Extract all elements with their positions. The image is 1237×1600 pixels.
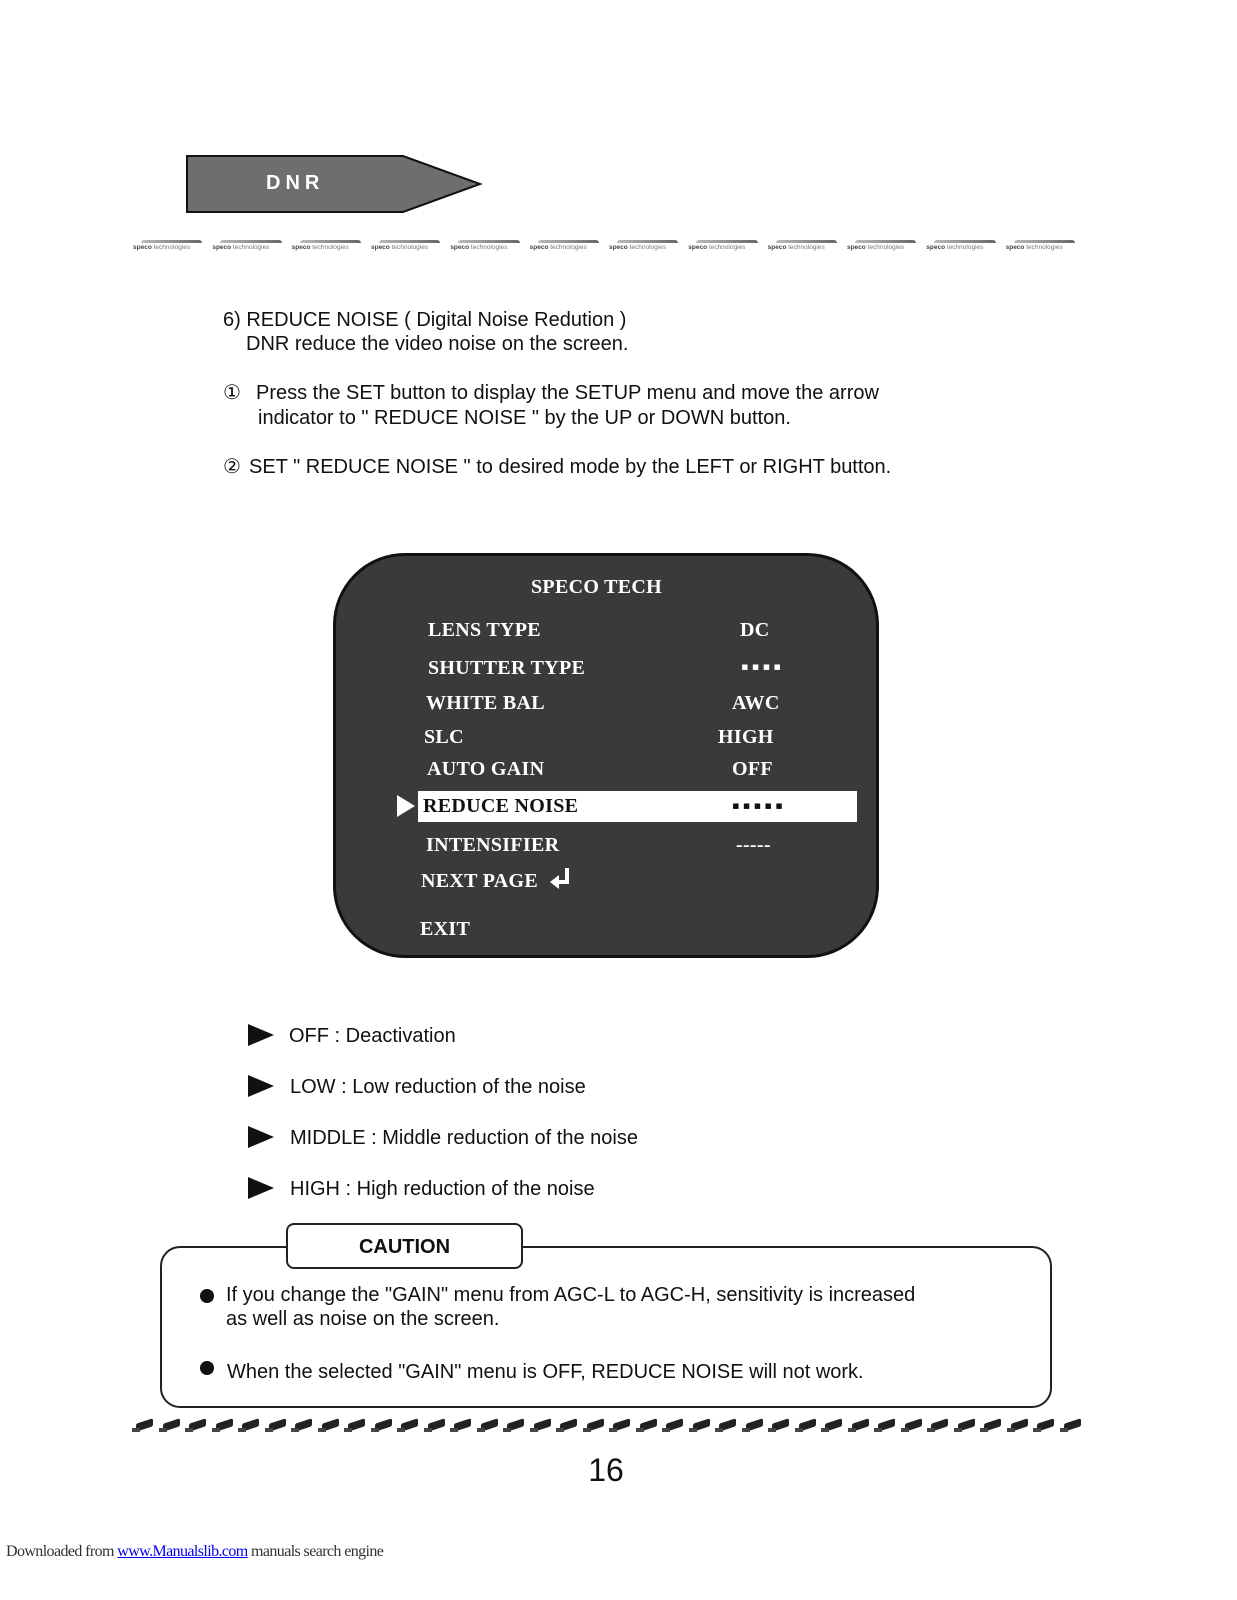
speco-logo-icon: speco technologies [847, 238, 924, 254]
camera-icon [556, 1419, 578, 1433]
camera-icon [583, 1419, 605, 1433]
camera-icon [371, 1419, 393, 1433]
osd-item-slc-label: SLC [424, 726, 464, 748]
camera-icon [530, 1419, 552, 1433]
speco-logo-icon: speco technologies [371, 238, 448, 254]
camera-icon-strip [132, 1419, 1082, 1439]
step-2-text: SET " REDUCE NOISE " to desired mode by the LEFT or RIGHT button. [249, 456, 892, 478]
osd-item-lens-type-label: LENS TYPE [428, 619, 541, 641]
speco-logo-icon: speco technologies [212, 238, 289, 254]
mode-off-text: OFF : Deactivation [289, 1025, 456, 1047]
caution-item-1-line-2: as well as noise on the screen. [226, 1308, 500, 1330]
camera-icon [159, 1419, 181, 1433]
osd-item-next-page-label: NEXT PAGE [421, 870, 538, 892]
osd-selection-arrow-icon [397, 795, 415, 817]
step-1-line-1: Press the SET button to display the SETUP menu and move the arrow [256, 382, 879, 404]
camera-icon [768, 1419, 790, 1433]
mode-low-text: LOW : Low reduction of the noise [290, 1076, 586, 1098]
speco-logo-icon: speco technologies [926, 238, 1003, 254]
osd-item-reduce-noise-label: REDUCE NOISE [423, 795, 579, 817]
page-number: 16 [588, 1452, 624, 1488]
mode-middle-text: MIDDLE : Middle reduction of the noise [290, 1127, 638, 1149]
camera-icon [318, 1419, 340, 1433]
enter-arrow-icon [548, 866, 574, 892]
camera-icon [397, 1419, 419, 1433]
camera-icon [424, 1419, 446, 1433]
camera-icon [609, 1419, 631, 1433]
osd-item-auto-gain-label: AUTO GAIN [427, 758, 545, 780]
speco-logo-strip [133, 238, 1083, 254]
speco-logo-icon: speco technologies [688, 238, 765, 254]
osd-item-lens-type-value: DC [740, 619, 770, 641]
manualslib-link[interactable]: www.Manualslib.com [117, 1543, 248, 1560]
osd-item-white-bal-value: AWC [732, 692, 780, 714]
caution-bullet-1-icon [200, 1289, 214, 1303]
mode-high-arrow-icon [248, 1177, 274, 1199]
caution-title: CAUTION [286, 1223, 523, 1269]
camera-icon [927, 1419, 949, 1433]
osd-item-intensifier-value: ----- [736, 834, 771, 856]
camera-icon [901, 1419, 923, 1433]
download-prefix: Downloaded from [6, 1543, 118, 1560]
camera-icon [238, 1419, 260, 1433]
speco-logo-icon: speco technologies [609, 238, 686, 254]
camera-icon [742, 1419, 764, 1433]
speco-logo-icon: speco technologies [768, 238, 845, 254]
osd-item-slc-value: HIGH [718, 726, 774, 748]
caution-item-1-line-1: If you change the "GAIN" menu from AGC-L to AGC-H, sensitivity is increased [226, 1284, 916, 1306]
step-1-line-2: indicator to " REDUCE NOISE " by the UP or DOWN button. [258, 407, 791, 429]
section-heading: 6) REDUCE NOISE ( Digital Noise Redution ) [223, 309, 627, 331]
section-description: DNR reduce the video noise on the screen. [246, 333, 629, 355]
speco-logo-icon: speco technologies [133, 238, 210, 254]
camera-icon [848, 1419, 870, 1433]
mode-low-arrow-icon [248, 1075, 274, 1097]
camera-icon [662, 1419, 684, 1433]
speco-logo-icon: speco technologies [530, 238, 607, 254]
osd-item-shutter-type-value: ▪▪▪▪ [741, 654, 785, 679]
step-2-marker: ② [223, 456, 241, 478]
camera-icon [1007, 1419, 1029, 1433]
section-banner-label: DNR [266, 172, 325, 194]
speco-logo-icon: speco technologies [1006, 238, 1083, 254]
caution-item-2-text: When the selected "GAIN" menu is OFF, REDUCE NOISE will not work. [227, 1361, 864, 1383]
camera-icon [477, 1419, 499, 1433]
camera-icon [185, 1419, 207, 1433]
camera-icon [265, 1419, 287, 1433]
mode-high-text: HIGH : High reduction of the noise [290, 1178, 595, 1200]
camera-icon [1033, 1419, 1055, 1433]
camera-icon [821, 1419, 843, 1433]
osd-menu-screen [333, 553, 879, 958]
speco-logo-icon: speco technologies [450, 238, 527, 254]
camera-icon [503, 1419, 525, 1433]
camera-icon [980, 1419, 1002, 1433]
download-suffix: manuals search engine [247, 1543, 384, 1560]
camera-icon [636, 1419, 658, 1433]
osd-item-auto-gain-value: OFF [732, 758, 773, 780]
osd-item-white-bal-label: WHITE BAL [426, 692, 545, 714]
osd-title: SPECO TECH [531, 576, 662, 598]
camera-icon [715, 1419, 737, 1433]
mode-middle-arrow-icon [248, 1126, 274, 1148]
section-banner [186, 154, 486, 216]
camera-icon [132, 1419, 154, 1433]
speco-logo-icon: speco technologies [292, 238, 369, 254]
osd-item-reduce-noise-value: ▪▪▪▪▪ [732, 793, 786, 818]
osd-item-intensifier-label: INTENSIFIER [426, 834, 560, 856]
camera-icon [954, 1419, 976, 1433]
osd-item-shutter-type-label: SHUTTER TYPE [428, 657, 586, 679]
camera-icon [450, 1419, 472, 1433]
camera-icon [291, 1419, 313, 1433]
download-note [6, 1543, 383, 1561]
camera-icon [874, 1419, 896, 1433]
step-1-marker: ① [223, 382, 241, 404]
camera-icon [344, 1419, 366, 1433]
mode-off-arrow-icon [248, 1024, 274, 1046]
camera-icon [795, 1419, 817, 1433]
camera-icon [689, 1419, 711, 1433]
camera-icon [212, 1419, 234, 1433]
osd-item-exit-label: EXIT [420, 918, 471, 940]
camera-icon [1060, 1419, 1082, 1433]
caution-bullet-2-icon [200, 1361, 214, 1375]
